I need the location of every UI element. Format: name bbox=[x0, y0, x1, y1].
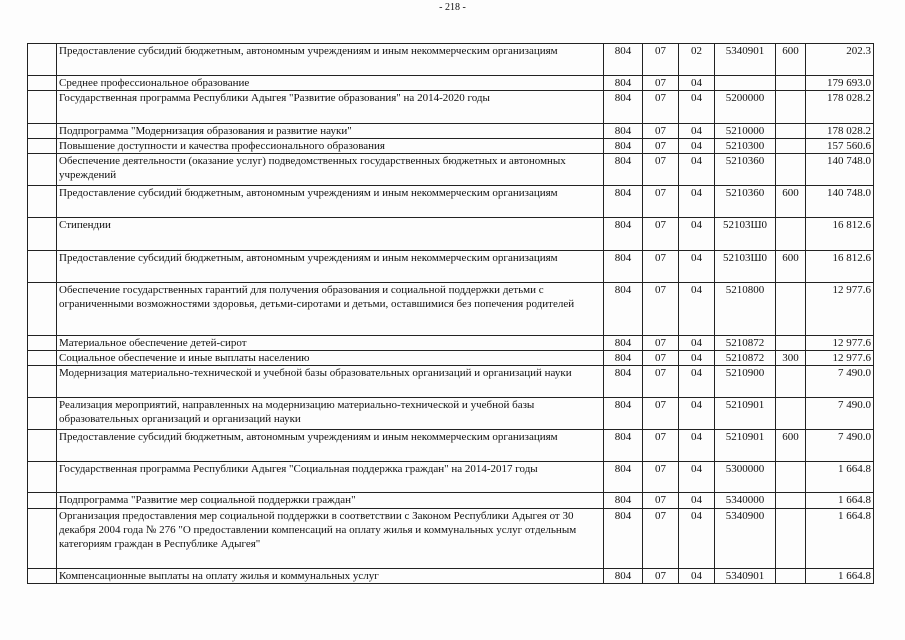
cell-ved: 804 bbox=[604, 351, 643, 366]
cell-vr bbox=[776, 462, 806, 493]
cell-pr: 04 bbox=[679, 569, 715, 584]
cell-name: Предоставление субсидий бюджетным, автономным учреждениям и иным некоммерческим организациям bbox=[57, 251, 604, 283]
cell-csr: 5210360 bbox=[715, 186, 776, 218]
table-row bbox=[28, 493, 874, 509]
cell-blank bbox=[28, 76, 57, 91]
cell-pr: 04 bbox=[679, 509, 715, 569]
cell-sum: 178 028.2 bbox=[806, 124, 874, 139]
table-row bbox=[28, 509, 874, 569]
cell-ved: 804 bbox=[604, 44, 643, 76]
cell-vr: 600 bbox=[776, 186, 806, 218]
cell-pr: 04 bbox=[679, 218, 715, 251]
table-row bbox=[28, 154, 874, 186]
cell-csr: 5340901 bbox=[715, 44, 776, 76]
cell-pr: 02 bbox=[679, 44, 715, 76]
cell-rz: 07 bbox=[643, 509, 679, 569]
cell-rz: 07 bbox=[643, 351, 679, 366]
cell-csr bbox=[715, 76, 776, 91]
cell-ved: 804 bbox=[604, 76, 643, 91]
cell-csr: 5210901 bbox=[715, 430, 776, 462]
cell-blank bbox=[28, 251, 57, 283]
cell-csr: 52103Ш0 bbox=[715, 251, 776, 283]
table-row bbox=[28, 366, 874, 398]
cell-ved: 804 bbox=[604, 462, 643, 493]
cell-ved: 804 bbox=[604, 430, 643, 462]
cell-csr: 5340000 bbox=[715, 493, 776, 509]
cell-vr: 600 bbox=[776, 430, 806, 462]
cell-rz: 07 bbox=[643, 251, 679, 283]
cell-blank bbox=[28, 569, 57, 584]
cell-vr bbox=[776, 283, 806, 336]
table-row bbox=[28, 218, 874, 251]
cell-sum: 179 693.0 bbox=[806, 76, 874, 91]
cell-blank bbox=[28, 336, 57, 351]
cell-sum: 1 664.8 bbox=[806, 569, 874, 584]
cell-name: Предоставление субсидий бюджетным, автономным учреждениям и иным некоммерческим организациям bbox=[57, 186, 604, 218]
cell-ved: 804 bbox=[604, 154, 643, 186]
table-row bbox=[28, 283, 874, 336]
cell-blank bbox=[28, 398, 57, 430]
table-row bbox=[28, 124, 874, 139]
cell-sum: 178 028.2 bbox=[806, 91, 874, 124]
cell-pr: 04 bbox=[679, 462, 715, 493]
table-row bbox=[28, 44, 874, 76]
cell-name: Обеспечение деятельности (оказание услуг) подведомственных государственных бюджетных и автономных учреждений bbox=[57, 154, 604, 186]
cell-rz: 07 bbox=[643, 430, 679, 462]
cell-name: Обеспечение государственных гарантий для получения образования и социальной поддержки детьми с ограниченными возможностями здоровья, детьми-сиротами и детьми, оставшимися без попечения родителей bbox=[57, 283, 604, 336]
budget-table bbox=[27, 43, 874, 584]
cell-name: Предоставление субсидий бюджетным, автономным учреждениям и иным некоммерческим организациям bbox=[57, 44, 604, 76]
cell-sum: 12 977.6 bbox=[806, 283, 874, 336]
cell-name: Предоставление субсидий бюджетным, автономным учреждениям и иным некоммерческим организациям bbox=[57, 430, 604, 462]
cell-rz: 07 bbox=[643, 76, 679, 91]
cell-ved: 804 bbox=[604, 283, 643, 336]
cell-name: Организация предоставления мер социальной поддержки в соответствии с Законом Республики Адыгея от 30 декабря 2004 года № 276 "О предоставлении компенсаций на оплату жилья и коммунальных услуг отдельным категориям граждан в Республике Адыгея" bbox=[57, 509, 604, 569]
cell-name: Государственная программа Республики Адыгея "Социальная поддержка граждан" на 2014-2017 годы bbox=[57, 462, 604, 493]
cell-name: Повышение доступности и качества профессионального образования bbox=[57, 139, 604, 154]
cell-csr: 52103Ш0 bbox=[715, 218, 776, 251]
cell-csr: 5210800 bbox=[715, 283, 776, 336]
cell-name: Среднее профессиональное образование bbox=[57, 76, 604, 91]
cell-sum: 12 977.6 bbox=[806, 336, 874, 351]
table-row bbox=[28, 336, 874, 351]
table-row bbox=[28, 430, 874, 462]
cell-sum: 140 748.0 bbox=[806, 186, 874, 218]
cell-csr: 5210000 bbox=[715, 124, 776, 139]
cell-blank bbox=[28, 283, 57, 336]
cell-name: Стипендии bbox=[57, 218, 604, 251]
cell-sum: 202.3 bbox=[806, 44, 874, 76]
cell-pr: 04 bbox=[679, 124, 715, 139]
cell-csr: 5300000 bbox=[715, 462, 776, 493]
cell-name: Подпрограмма "Развитие мер социальной поддержки граждан" bbox=[57, 493, 604, 509]
cell-csr: 5340901 bbox=[715, 569, 776, 584]
table-row bbox=[28, 76, 874, 91]
cell-name: Материальное обеспечение детей-сирот bbox=[57, 336, 604, 351]
cell-name: Государственная программа Республики Адыгея "Развитие образования" на 2014-2020 годы bbox=[57, 91, 604, 124]
cell-vr bbox=[776, 569, 806, 584]
cell-blank bbox=[28, 218, 57, 251]
cell-ved: 804 bbox=[604, 124, 643, 139]
cell-vr: 300 bbox=[776, 351, 806, 366]
cell-rz: 07 bbox=[643, 336, 679, 351]
cell-vr bbox=[776, 366, 806, 398]
cell-blank bbox=[28, 462, 57, 493]
cell-rz: 07 bbox=[643, 124, 679, 139]
cell-csr: 5210300 bbox=[715, 139, 776, 154]
cell-blank bbox=[28, 509, 57, 569]
cell-pr: 04 bbox=[679, 493, 715, 509]
cell-csr: 5340900 bbox=[715, 509, 776, 569]
cell-ved: 804 bbox=[604, 569, 643, 584]
cell-vr bbox=[776, 76, 806, 91]
cell-vr bbox=[776, 139, 806, 154]
cell-ved: 804 bbox=[604, 493, 643, 509]
table-row bbox=[28, 186, 874, 218]
cell-ved: 804 bbox=[604, 336, 643, 351]
cell-rz: 07 bbox=[643, 569, 679, 584]
cell-ved: 804 bbox=[604, 398, 643, 430]
cell-vr bbox=[776, 218, 806, 251]
cell-ved: 804 bbox=[604, 218, 643, 251]
cell-pr: 04 bbox=[679, 430, 715, 462]
cell-name: Модернизация материально-технической и учебной базы образовательных организаций и организаций науки bbox=[57, 366, 604, 398]
cell-pr: 04 bbox=[679, 139, 715, 154]
cell-name: Реализация мероприятий, направленных на модернизацию материально-технической и учебной базы образовательных организаций и организаций науки bbox=[57, 398, 604, 430]
cell-sum: 7 490.0 bbox=[806, 398, 874, 430]
table-row bbox=[28, 251, 874, 283]
cell-ved: 804 bbox=[604, 251, 643, 283]
cell-vr bbox=[776, 509, 806, 569]
cell-sum: 1 664.8 bbox=[806, 462, 874, 493]
cell-pr: 04 bbox=[679, 91, 715, 124]
cell-rz: 07 bbox=[643, 366, 679, 398]
cell-sum: 1 664.8 bbox=[806, 509, 874, 569]
cell-blank bbox=[28, 154, 57, 186]
cell-rz: 07 bbox=[643, 218, 679, 251]
cell-pr: 04 bbox=[679, 351, 715, 366]
cell-rz: 07 bbox=[643, 186, 679, 218]
cell-rz: 07 bbox=[643, 283, 679, 336]
cell-name: Подпрограмма "Модернизация образования и развитие науки" bbox=[57, 124, 604, 139]
cell-csr: 5210872 bbox=[715, 351, 776, 366]
cell-sum: 7 490.0 bbox=[806, 366, 874, 398]
cell-blank bbox=[28, 91, 57, 124]
cell-vr: 600 bbox=[776, 251, 806, 283]
cell-rz: 07 bbox=[643, 493, 679, 509]
cell-sum: 140 748.0 bbox=[806, 154, 874, 186]
cell-pr: 04 bbox=[679, 154, 715, 186]
page-number: - 218 - bbox=[439, 2, 466, 13]
cell-ved: 804 bbox=[604, 139, 643, 154]
cell-csr: 5210900 bbox=[715, 366, 776, 398]
cell-blank bbox=[28, 351, 57, 366]
cell-pr: 04 bbox=[679, 398, 715, 430]
cell-ved: 804 bbox=[604, 509, 643, 569]
cell-rz: 07 bbox=[643, 154, 679, 186]
cell-ved: 804 bbox=[604, 186, 643, 218]
cell-blank bbox=[28, 493, 57, 509]
cell-ved: 804 bbox=[604, 91, 643, 124]
table-row bbox=[28, 139, 874, 154]
cell-vr bbox=[776, 124, 806, 139]
cell-csr: 5210360 bbox=[715, 154, 776, 186]
cell-pr: 04 bbox=[679, 336, 715, 351]
cell-rz: 07 bbox=[643, 462, 679, 493]
cell-pr: 04 bbox=[679, 76, 715, 91]
cell-vr bbox=[776, 493, 806, 509]
table-row bbox=[28, 351, 874, 366]
cell-vr bbox=[776, 154, 806, 186]
cell-name: Компенсационные выплаты на оплату жилья и коммунальных услуг bbox=[57, 569, 604, 584]
cell-pr: 04 bbox=[679, 283, 715, 336]
cell-sum: 1 664.8 bbox=[806, 493, 874, 509]
cell-sum: 16 812.6 bbox=[806, 251, 874, 283]
cell-vr bbox=[776, 398, 806, 430]
cell-sum: 12 977.6 bbox=[806, 351, 874, 366]
cell-name: Социальное обеспечение и иные выплаты населению bbox=[57, 351, 604, 366]
cell-pr: 04 bbox=[679, 251, 715, 283]
table-row bbox=[28, 569, 874, 584]
cell-csr: 5210872 bbox=[715, 336, 776, 351]
cell-ved: 804 bbox=[604, 366, 643, 398]
cell-vr bbox=[776, 336, 806, 351]
table-row bbox=[28, 462, 874, 493]
cell-vr: 600 bbox=[776, 44, 806, 76]
cell-rz: 07 bbox=[643, 398, 679, 430]
cell-rz: 07 bbox=[643, 139, 679, 154]
cell-vr bbox=[776, 91, 806, 124]
table-row bbox=[28, 91, 874, 124]
cell-sum: 16 812.6 bbox=[806, 218, 874, 251]
cell-blank bbox=[28, 124, 57, 139]
cell-csr: 5200000 bbox=[715, 91, 776, 124]
cell-pr: 04 bbox=[679, 186, 715, 218]
cell-blank bbox=[28, 430, 57, 462]
cell-pr: 04 bbox=[679, 366, 715, 398]
cell-sum: 157 560.6 bbox=[806, 139, 874, 154]
cell-blank bbox=[28, 186, 57, 218]
cell-blank bbox=[28, 44, 57, 76]
cell-rz: 07 bbox=[643, 44, 679, 76]
table-row bbox=[28, 398, 874, 430]
cell-rz: 07 bbox=[643, 91, 679, 124]
cell-sum: 7 490.0 bbox=[806, 430, 874, 462]
cell-blank bbox=[28, 366, 57, 398]
cell-csr: 5210901 bbox=[715, 398, 776, 430]
cell-blank bbox=[28, 139, 57, 154]
